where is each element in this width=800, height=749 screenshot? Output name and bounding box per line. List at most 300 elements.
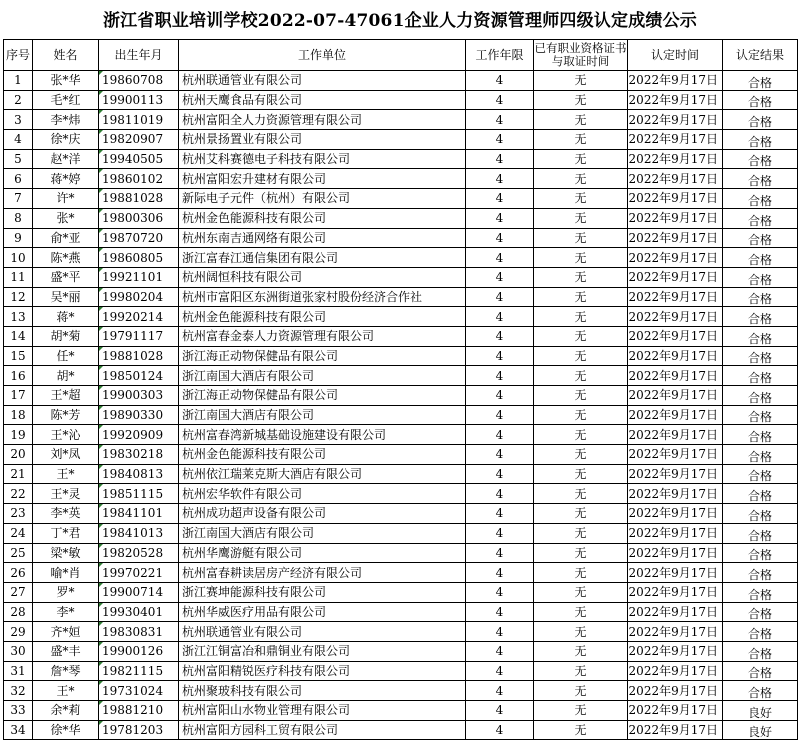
existing-certificate: 无	[534, 307, 628, 327]
assessment-result: 合格	[723, 346, 798, 366]
row-number: 4	[4, 130, 33, 150]
assessment-date: 2022年9月17日	[628, 71, 723, 91]
existing-certificate: 无	[534, 71, 628, 91]
table-row	[4, 622, 798, 642]
birth-date: 19920214	[99, 307, 179, 327]
row-number: 5	[4, 149, 33, 169]
work-unit: 杭州市富阳区东洲街道张家村股份经济合作社	[179, 287, 466, 307]
work-years: 4	[466, 208, 534, 228]
row-number: 23	[4, 504, 33, 524]
work-unit: 浙江南国大酒店有限公司	[179, 405, 466, 425]
table-row	[4, 287, 798, 307]
assessment-result: 合格	[723, 149, 798, 169]
person-name: 王*	[33, 464, 99, 484]
work-years: 4	[466, 366, 534, 386]
work-unit: 杭州阔恒科技有限公司	[179, 267, 466, 287]
assessment-result: 良好	[723, 701, 798, 721]
assessment-result: 合格	[723, 169, 798, 189]
row-number: 28	[4, 602, 33, 622]
assessment-result: 合格	[723, 464, 798, 484]
row-number: 15	[4, 346, 33, 366]
table-row	[4, 445, 798, 465]
work-years: 4	[466, 484, 534, 504]
assessment-date: 2022年9月17日	[628, 523, 723, 543]
work-unit: 杭州东南吉通网络有限公司	[179, 228, 466, 248]
existing-certificate: 无	[534, 504, 628, 524]
work-unit: 杭州依江瑞莱克斯大酒店有限公司	[179, 464, 466, 484]
work-years: 4	[466, 425, 534, 445]
work-years: 4	[466, 267, 534, 287]
work-years: 4	[466, 681, 534, 701]
table-row	[4, 90, 798, 110]
existing-certificate: 无	[534, 287, 628, 307]
assessment-result: 合格	[723, 602, 798, 622]
row-number: 1	[4, 71, 33, 91]
work-years: 4	[466, 307, 534, 327]
birth-date: 19851115	[99, 484, 179, 504]
assessment-result: 合格	[723, 445, 798, 465]
table-row	[4, 366, 798, 386]
row-number: 31	[4, 661, 33, 681]
header-birth: 出生年月	[99, 40, 179, 71]
assessment-result: 合格	[723, 110, 798, 130]
header-no: 序号	[4, 40, 33, 71]
assessment-result: 合格	[723, 90, 798, 110]
work-unit: 杭州富春湾新城基础设施建设有限公司	[179, 425, 466, 445]
existing-certificate: 无	[534, 169, 628, 189]
existing-certificate: 无	[534, 445, 628, 465]
existing-certificate: 无	[534, 720, 628, 740]
work-unit: 杭州成功超声设备有限公司	[179, 504, 466, 524]
table-row	[4, 720, 798, 740]
assessment-date: 2022年9月17日	[628, 130, 723, 150]
existing-certificate: 无	[534, 602, 628, 622]
birth-date: 19900113	[99, 90, 179, 110]
person-name: 陈*燕	[33, 248, 99, 268]
assessment-date: 2022年9月17日	[628, 405, 723, 425]
birth-date: 19881210	[99, 701, 179, 721]
header-result: 认定结果	[723, 40, 798, 71]
birth-date: 19940505	[99, 149, 179, 169]
header-years: 工作年限	[466, 40, 534, 71]
assessment-result: 合格	[723, 326, 798, 346]
birth-date: 19920909	[99, 425, 179, 445]
work-years: 4	[466, 169, 534, 189]
existing-certificate: 无	[534, 228, 628, 248]
work-unit: 杭州联通管业有限公司	[179, 622, 466, 642]
existing-certificate: 无	[534, 661, 628, 681]
person-name: 王*超	[33, 386, 99, 406]
work-years: 4	[466, 326, 534, 346]
table-row	[4, 425, 798, 445]
header-cert: 已有职业资格证书与取证时间	[534, 40, 628, 71]
person-name: 盛*丰	[33, 641, 99, 661]
table-row	[4, 208, 798, 228]
birth-date: 19980204	[99, 287, 179, 307]
person-name: 刘*凤	[33, 445, 99, 465]
work-unit: 新际电子元件（杭州）有限公司	[179, 189, 466, 209]
row-number: 6	[4, 169, 33, 189]
row-number: 26	[4, 563, 33, 583]
table-row	[4, 386, 798, 406]
row-number: 10	[4, 248, 33, 268]
table-row	[4, 326, 798, 346]
person-name: 余*莉	[33, 701, 99, 721]
work-unit: 杭州富阳全人力资源管理有限公司	[179, 110, 466, 130]
person-name: 詹*琴	[33, 661, 99, 681]
existing-certificate: 无	[534, 543, 628, 563]
person-name: 毛*红	[33, 90, 99, 110]
birth-date: 19830218	[99, 445, 179, 465]
assessment-date: 2022年9月17日	[628, 248, 723, 268]
table-row	[4, 523, 798, 543]
existing-certificate: 无	[534, 208, 628, 228]
table-row	[4, 228, 798, 248]
table-row	[4, 582, 798, 602]
work-unit: 浙江南国大酒店有限公司	[179, 366, 466, 386]
assessment-date: 2022年9月17日	[628, 366, 723, 386]
birth-date: 19860805	[99, 248, 179, 268]
work-unit: 杭州金色能源科技有限公司	[179, 445, 466, 465]
row-number: 17	[4, 386, 33, 406]
table-row	[4, 661, 798, 681]
assessment-date: 2022年9月17日	[628, 307, 723, 327]
assessment-date: 2022年9月17日	[628, 346, 723, 366]
birth-date: 19890330	[99, 405, 179, 425]
work-unit: 浙江南国大酒店有限公司	[179, 523, 466, 543]
existing-certificate: 无	[534, 622, 628, 642]
existing-certificate: 无	[534, 425, 628, 445]
table-row	[4, 189, 798, 209]
header-name: 姓名	[33, 40, 99, 71]
table-row	[4, 71, 798, 91]
existing-certificate: 无	[534, 386, 628, 406]
table-row	[4, 464, 798, 484]
person-name: 罗*	[33, 582, 99, 602]
work-years: 4	[466, 386, 534, 406]
assessment-date: 2022年9月17日	[628, 582, 723, 602]
assessment-date: 2022年9月17日	[628, 681, 723, 701]
assessment-date: 2022年9月17日	[628, 641, 723, 661]
work-years: 4	[466, 71, 534, 91]
header-row	[4, 40, 798, 71]
assessment-result: 合格	[723, 504, 798, 524]
assessment-result: 合格	[723, 267, 798, 287]
work-years: 4	[466, 346, 534, 366]
birth-date: 19781203	[99, 720, 179, 740]
assessment-result: 合格	[723, 405, 798, 425]
assessment-result: 合格	[723, 228, 798, 248]
assessment-date: 2022年9月17日	[628, 602, 723, 622]
table-row	[4, 248, 798, 268]
birth-date: 19850124	[99, 366, 179, 386]
birth-date: 19870720	[99, 228, 179, 248]
existing-certificate: 无	[534, 130, 628, 150]
work-unit: 杭州金色能源科技有限公司	[179, 307, 466, 327]
person-name: 蒋*	[33, 307, 99, 327]
table-row	[4, 110, 798, 130]
person-name: 赵*洋	[33, 149, 99, 169]
page-title: 浙江省职业培训学校2022-07-47061企业人力资源管理师四级认定成绩公示	[102, 11, 698, 31]
existing-certificate: 无	[534, 326, 628, 346]
work-years: 4	[466, 149, 534, 169]
assessment-date: 2022年9月17日	[628, 149, 723, 169]
assessment-date: 2022年9月17日	[628, 504, 723, 524]
work-unit: 浙江富春江通信集团有限公司	[179, 248, 466, 268]
person-name: 俞*亚	[33, 228, 99, 248]
work-unit: 杭州华鹰游艇有限公司	[179, 543, 466, 563]
assessment-date: 2022年9月17日	[628, 267, 723, 287]
existing-certificate: 无	[534, 149, 628, 169]
work-unit: 杭州华威医疗用品有限公司	[179, 602, 466, 622]
work-years: 4	[466, 464, 534, 484]
existing-certificate: 无	[534, 681, 628, 701]
person-name: 齐*姮	[33, 622, 99, 642]
assessment-date: 2022年9月17日	[628, 464, 723, 484]
person-name: 王*沁	[33, 425, 99, 445]
assessment-result: 合格	[723, 484, 798, 504]
person-name: 许*	[33, 189, 99, 209]
table-row	[4, 681, 798, 701]
person-name: 李*	[33, 602, 99, 622]
row-number: 12	[4, 287, 33, 307]
person-name: 李*英	[33, 504, 99, 524]
existing-certificate: 无	[534, 582, 628, 602]
row-number: 16	[4, 366, 33, 386]
birth-date: 19830831	[99, 622, 179, 642]
birth-date: 19860102	[99, 169, 179, 189]
birth-date: 19881028	[99, 346, 179, 366]
work-years: 4	[466, 701, 534, 721]
birth-date: 19841013	[99, 523, 179, 543]
assessment-date: 2022年9月17日	[628, 326, 723, 346]
table-row	[4, 701, 798, 721]
person-name: 张*	[33, 208, 99, 228]
assessment-date: 2022年9月17日	[628, 720, 723, 740]
existing-certificate: 无	[534, 484, 628, 504]
table-row	[4, 267, 798, 287]
assessment-result: 良好	[723, 720, 798, 740]
work-years: 4	[466, 110, 534, 130]
birth-date: 19841101	[99, 504, 179, 524]
assessment-date: 2022年9月17日	[628, 90, 723, 110]
person-name: 喻*肖	[33, 563, 99, 583]
work-years: 4	[466, 563, 534, 583]
table-row	[4, 307, 798, 327]
table-row	[4, 130, 798, 150]
birth-date: 19811019	[99, 110, 179, 130]
person-name: 胡*	[33, 366, 99, 386]
work-unit: 杭州富春金泰人力资源管理有限公司	[179, 326, 466, 346]
work-unit: 杭州聚玻科技有限公司	[179, 681, 466, 701]
birth-date: 19791117	[99, 326, 179, 346]
assessment-result: 合格	[723, 582, 798, 602]
assessment-result: 合格	[723, 661, 798, 681]
assessment-result: 合格	[723, 425, 798, 445]
person-name: 王*灵	[33, 484, 99, 504]
existing-certificate: 无	[534, 267, 628, 287]
existing-certificate: 无	[534, 523, 628, 543]
assessment-result: 合格	[723, 189, 798, 209]
row-number: 34	[4, 720, 33, 740]
person-name: 张*华	[33, 71, 99, 91]
row-number: 22	[4, 484, 33, 504]
assessment-result: 合格	[723, 681, 798, 701]
assessment-result: 合格	[723, 248, 798, 268]
existing-certificate: 无	[534, 346, 628, 366]
work-unit: 杭州富阳宏升建材有限公司	[179, 169, 466, 189]
assessment-date: 2022年9月17日	[628, 661, 723, 681]
assessment-result: 合格	[723, 386, 798, 406]
person-name: 王*	[33, 681, 99, 701]
assessment-date: 2022年9月17日	[628, 189, 723, 209]
work-unit: 浙江海正动物保健品有限公司	[179, 386, 466, 406]
table-row	[4, 563, 798, 583]
row-number: 19	[4, 425, 33, 445]
table-row	[4, 504, 798, 524]
existing-certificate: 无	[534, 464, 628, 484]
work-years: 4	[466, 189, 534, 209]
work-unit: 杭州宏华软件有限公司	[179, 484, 466, 504]
work-years: 4	[466, 405, 534, 425]
row-number: 8	[4, 208, 33, 228]
row-number: 18	[4, 405, 33, 425]
birth-date: 19900303	[99, 386, 179, 406]
work-years: 4	[466, 248, 534, 268]
row-number: 3	[4, 110, 33, 130]
birth-date: 19900714	[99, 582, 179, 602]
assessment-date: 2022年9月17日	[628, 563, 723, 583]
assessment-result: 合格	[723, 71, 798, 91]
work-unit: 杭州富阳山水物业管理有限公司	[179, 701, 466, 721]
assessment-result: 合格	[723, 641, 798, 661]
row-number: 14	[4, 326, 33, 346]
birth-date: 19881028	[99, 189, 179, 209]
work-unit: 杭州天鹰食品有限公司	[179, 90, 466, 110]
assessment-result: 合格	[723, 543, 798, 563]
birth-date: 19820907	[99, 130, 179, 150]
row-number: 9	[4, 228, 33, 248]
assessment-date: 2022年9月17日	[628, 484, 723, 504]
assessment-result: 合格	[723, 307, 798, 327]
work-years: 4	[466, 523, 534, 543]
person-name: 任*	[33, 346, 99, 366]
assessment-date: 2022年9月17日	[628, 445, 723, 465]
assessment-date: 2022年9月17日	[628, 287, 723, 307]
person-name: 胡*菊	[33, 326, 99, 346]
work-unit: 杭州联通管业有限公司	[179, 71, 466, 91]
birth-date: 19860708	[99, 71, 179, 91]
assessment-result: 合格	[723, 563, 798, 583]
row-number: 7	[4, 189, 33, 209]
work-years: 4	[466, 287, 534, 307]
existing-certificate: 无	[534, 563, 628, 583]
work-unit: 杭州艾科赛德电子科技有限公司	[179, 149, 466, 169]
assessment-date: 2022年9月17日	[628, 169, 723, 189]
work-years: 4	[466, 602, 534, 622]
assessment-date: 2022年9月17日	[628, 208, 723, 228]
existing-certificate: 无	[534, 189, 628, 209]
work-years: 4	[466, 720, 534, 740]
existing-certificate: 无	[534, 405, 628, 425]
assessment-result: 合格	[723, 366, 798, 386]
assessment-date: 2022年9月17日	[628, 622, 723, 642]
work-years: 4	[466, 130, 534, 150]
work-unit: 杭州金色能源科技有限公司	[179, 208, 466, 228]
assessment-date: 2022年9月17日	[628, 543, 723, 563]
birth-date: 19921101	[99, 267, 179, 287]
work-years: 4	[466, 661, 534, 681]
existing-certificate: 无	[534, 701, 628, 721]
table-row	[4, 484, 798, 504]
birth-date: 19820528	[99, 543, 179, 563]
header-unit: 工作单位	[179, 40, 466, 71]
results-sheet	[3, 4, 797, 740]
person-name: 徐*庆	[33, 130, 99, 150]
row-number: 29	[4, 622, 33, 642]
existing-certificate: 无	[534, 248, 628, 268]
person-name: 盛*平	[33, 267, 99, 287]
work-unit: 杭州富阳方园科工贸有限公司	[179, 720, 466, 740]
person-name: 丁*君	[33, 523, 99, 543]
work-unit: 浙江海正动物保健品有限公司	[179, 346, 466, 366]
assessment-date: 2022年9月17日	[628, 228, 723, 248]
person-name: 蒋*婷	[33, 169, 99, 189]
existing-certificate: 无	[534, 641, 628, 661]
assessment-date: 2022年9月17日	[628, 110, 723, 130]
existing-certificate: 无	[534, 366, 628, 386]
birth-date: 19970221	[99, 563, 179, 583]
work-years: 4	[466, 582, 534, 602]
row-number: 11	[4, 267, 33, 287]
assessment-date: 2022年9月17日	[628, 701, 723, 721]
work-years: 4	[466, 504, 534, 524]
row-number: 2	[4, 90, 33, 110]
work-unit: 浙江江铜富冶和鼎铜业有限公司	[179, 641, 466, 661]
table-row	[4, 641, 798, 661]
row-number: 27	[4, 582, 33, 602]
work-years: 4	[466, 543, 534, 563]
existing-certificate: 无	[534, 110, 628, 130]
table-body	[4, 71, 798, 740]
birth-date: 19800306	[99, 208, 179, 228]
birth-date: 19930401	[99, 602, 179, 622]
work-unit: 杭州富阳精锐医疗科技有限公司	[179, 661, 466, 681]
row-number: 13	[4, 307, 33, 327]
work-unit: 浙江赛坤能源科技有限公司	[179, 582, 466, 602]
table-row	[4, 149, 798, 169]
row-number: 33	[4, 701, 33, 721]
assessment-date: 2022年9月17日	[628, 386, 723, 406]
person-name: 徐*华	[33, 720, 99, 740]
person-name: 陈*芳	[33, 405, 99, 425]
row-number: 20	[4, 445, 33, 465]
results-table	[3, 39, 798, 740]
work-unit: 杭州景扬置业有限公司	[179, 130, 466, 150]
header-date: 认定时间	[628, 40, 723, 71]
work-years: 4	[466, 228, 534, 248]
row-number: 32	[4, 681, 33, 701]
birth-date: 19840813	[99, 464, 179, 484]
assessment-result: 合格	[723, 287, 798, 307]
assessment-date: 2022年9月17日	[628, 425, 723, 445]
assessment-result: 合格	[723, 523, 798, 543]
table-row	[4, 602, 798, 622]
assessment-result: 合格	[723, 130, 798, 150]
row-number: 21	[4, 464, 33, 484]
birth-date: 19821115	[99, 661, 179, 681]
row-number: 25	[4, 543, 33, 563]
